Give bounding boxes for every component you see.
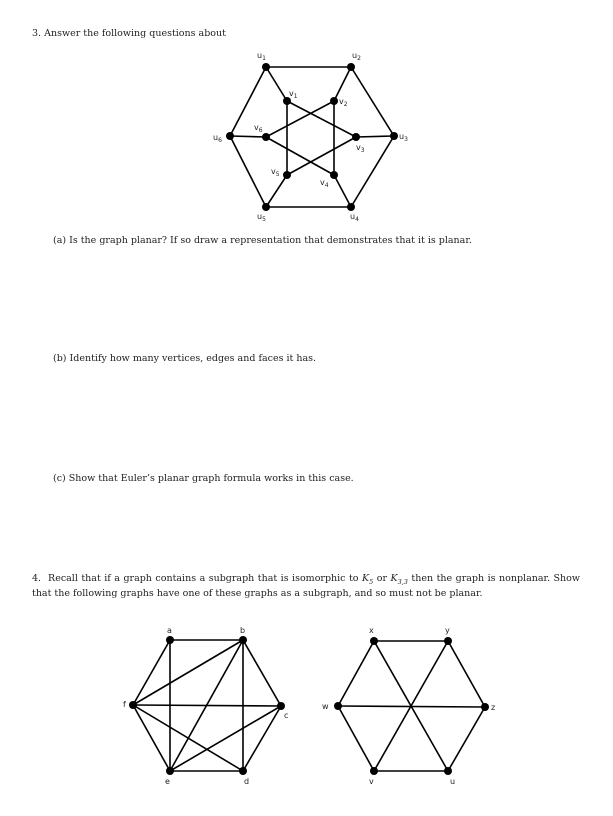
vertex-v2 bbox=[330, 97, 338, 105]
vertex-u2 bbox=[347, 63, 355, 71]
edge-u5-v5 bbox=[266, 175, 287, 207]
label-u4: $u_4$ bbox=[350, 212, 359, 223]
q4-text-start: Recall that if a graph contains a subgraph that is isomorphic to bbox=[48, 573, 363, 584]
question-4-text bbox=[32, 573, 580, 600]
edge-v-w bbox=[338, 706, 374, 771]
label-e: e bbox=[165, 777, 170, 786]
edge-u4-v4 bbox=[334, 175, 351, 207]
label-u5: $u_5$ bbox=[257, 212, 266, 223]
label-u6: $u_6$ bbox=[213, 133, 222, 144]
label-u1: $u_1$ bbox=[257, 51, 266, 62]
vertex-x bbox=[370, 637, 378, 645]
vertex-f bbox=[129, 701, 137, 709]
vertex-u4 bbox=[347, 203, 355, 211]
vertex-c bbox=[277, 702, 285, 710]
label-u: u bbox=[450, 777, 456, 786]
edge-u6-u1 bbox=[230, 67, 266, 136]
edge-v3-v5 bbox=[287, 137, 356, 175]
label-v2: $v_2$ bbox=[339, 97, 348, 108]
label-u2: $u_2$ bbox=[352, 51, 361, 62]
vertex-w bbox=[334, 702, 342, 710]
edge-y-z bbox=[448, 641, 485, 707]
k33-letter: K bbox=[390, 573, 398, 584]
label-w: w bbox=[322, 702, 329, 711]
question-3b: (b) Identify how many vertices, edges and faces it has. bbox=[53, 353, 317, 364]
edge-z-u bbox=[448, 707, 485, 771]
label-v: v bbox=[369, 777, 374, 786]
edge-w-z bbox=[338, 706, 485, 707]
label-v3: $v_3$ bbox=[356, 143, 365, 154]
label-z: z bbox=[491, 703, 496, 712]
vertex-y bbox=[444, 637, 452, 645]
edge-u6-v6 bbox=[230, 136, 266, 137]
edge-f-a bbox=[133, 640, 170, 705]
k5-letter: K bbox=[362, 573, 370, 584]
label-v5: $v_5$ bbox=[271, 167, 280, 178]
edge-u2-u3 bbox=[351, 67, 394, 136]
k5-subscript: 5 bbox=[369, 577, 374, 586]
vertex-a bbox=[166, 636, 174, 644]
label-a: a bbox=[167, 626, 172, 635]
vertex-u5 bbox=[262, 203, 270, 211]
edge-u5-u6 bbox=[230, 136, 266, 207]
question-3c: (c) Show that Euler’s planar graph formula works in this case. bbox=[53, 473, 354, 484]
q4-text-end: then the graph is nonplanar. Show that the following graphs have one of these graphs as a subgraph, and so must not be planar. bbox=[32, 573, 580, 599]
vertex-v5 bbox=[283, 171, 291, 179]
q4-or: or bbox=[373, 573, 391, 584]
label-v4: $v_4$ bbox=[320, 178, 329, 189]
label-b: b bbox=[240, 626, 246, 635]
vertex-v6 bbox=[262, 133, 270, 141]
edge-w-x bbox=[338, 641, 374, 706]
edge-b-f bbox=[133, 640, 243, 705]
edge-c-d bbox=[243, 706, 281, 771]
edge-u2-v2 bbox=[334, 67, 351, 101]
vertex-u1 bbox=[262, 63, 270, 71]
q4-graph-right bbox=[322, 626, 495, 786]
vertex-u6 bbox=[226, 132, 234, 140]
label-x: x bbox=[369, 626, 374, 635]
vertex-v bbox=[370, 767, 378, 775]
question-4-number: 4. bbox=[32, 573, 42, 584]
label-v1: $v_1$ bbox=[289, 89, 298, 100]
k33-symbol bbox=[391, 573, 408, 584]
vertex-b bbox=[239, 636, 247, 644]
q3-graph bbox=[213, 51, 408, 223]
vertex-d bbox=[239, 767, 247, 775]
edge-b-c bbox=[243, 640, 281, 706]
label-f: f bbox=[123, 700, 126, 709]
question-3a: (a) Is the graph planar? If so draw a representation that demonstrates that it is planar. bbox=[53, 235, 472, 246]
label-u3: $u_3$ bbox=[399, 132, 408, 143]
edge-e-f bbox=[133, 705, 170, 771]
edge-v6-v2 bbox=[266, 101, 334, 137]
label-v6: $v_6$ bbox=[254, 123, 263, 134]
edge-u3-v3 bbox=[356, 136, 394, 137]
vertex-z bbox=[481, 703, 489, 711]
edge-u1-v1 bbox=[266, 67, 287, 101]
vertex-u3 bbox=[390, 132, 398, 140]
vertex-u bbox=[444, 767, 452, 775]
vertex-v3 bbox=[352, 133, 360, 141]
vertex-e bbox=[166, 767, 174, 775]
vertex-v4 bbox=[330, 171, 338, 179]
label-y: y bbox=[445, 626, 450, 635]
question-3-intro: 3. Answer the following questions about bbox=[32, 28, 226, 39]
label-c: c bbox=[284, 711, 289, 720]
vertex-v1 bbox=[283, 97, 291, 105]
edge-f-c bbox=[133, 705, 281, 706]
k5-symbol bbox=[362, 573, 373, 584]
label-d: d bbox=[244, 777, 250, 786]
q4-graph-left bbox=[123, 626, 288, 786]
edge-v4-v6 bbox=[266, 137, 334, 175]
k33-subscript: 3,3 bbox=[397, 577, 408, 586]
